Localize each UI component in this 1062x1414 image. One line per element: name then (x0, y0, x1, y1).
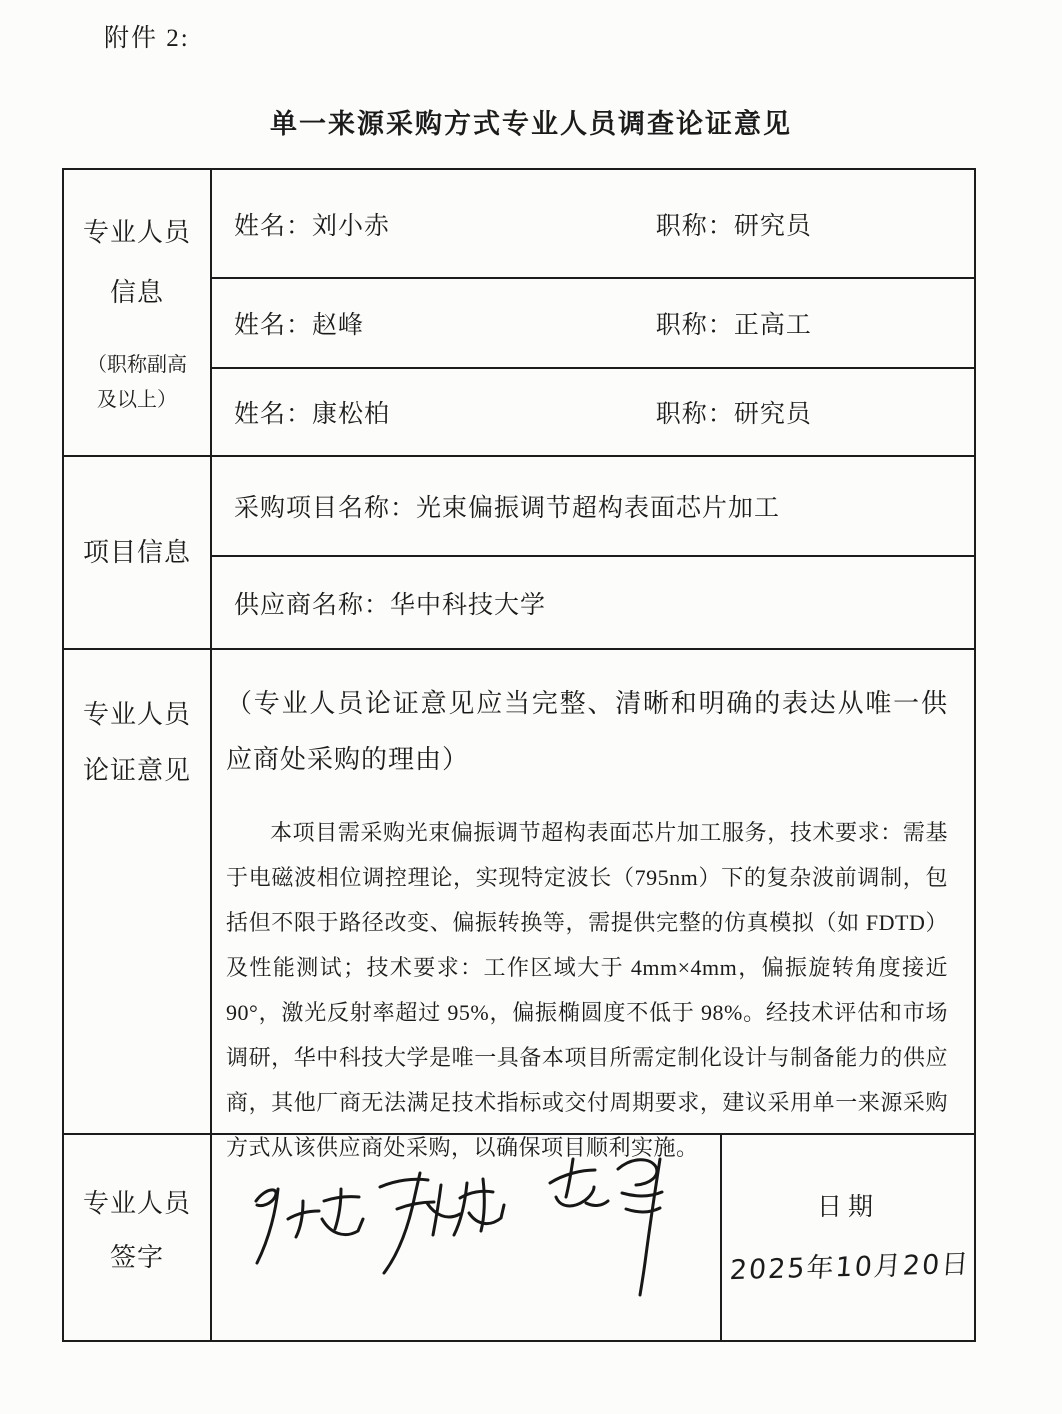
name-value: 康松柏 (312, 401, 391, 428)
signature-header-line2: 签字 (109, 1243, 164, 1272)
title-value: 研究员 (733, 401, 812, 428)
title-value: 研究员 (733, 212, 812, 240)
title-label: 职称： (655, 212, 734, 240)
form-table (62, 168, 976, 1342)
personnel-row-1 (212, 170, 974, 279)
name-value: 赵峰 (312, 312, 365, 339)
date-handwritten-value: 2025年10月20日 (728, 1248, 972, 1287)
name-label: 姓名： (234, 212, 313, 240)
title-value: 正高工 (733, 312, 812, 339)
personnel-3-name (234, 394, 656, 430)
section-personnel-info (64, 170, 974, 457)
signature-area (212, 1135, 722, 1340)
signature-kang-songbai (370, 1167, 522, 1279)
personnel-3-title (656, 394, 974, 430)
supplier-name-label: 供应商名称： (234, 591, 391, 619)
opinion-section-header (64, 650, 212, 1133)
signature-header-line1: 专业人员 (82, 1189, 191, 1218)
signature-liu-xiaochi (240, 1177, 372, 1277)
supplier-name (234, 585, 546, 621)
supplier-name-value: 华中科技大学 (390, 591, 547, 619)
opinion-header-line1: 专业人员 (82, 700, 191, 729)
date-label: 日期 (816, 1194, 879, 1221)
name-label: 姓名： (234, 401, 313, 428)
personnel-1-name (234, 206, 656, 242)
project-name-label: 采购项目名称： (234, 495, 417, 522)
personnel-2-name (234, 305, 656, 341)
project-header-label: 项目信息 (82, 537, 191, 567)
personnel-header-note (87, 348, 187, 418)
signature-section-header (64, 1135, 212, 1340)
personnel-header-line2: 信息 (109, 278, 164, 307)
date-cell (722, 1135, 974, 1340)
project-name-value: 光束偏振调节超构表面芯片加工 (416, 495, 781, 522)
section-project-info (64, 457, 974, 650)
title-label: 职称： (655, 312, 734, 339)
project-section-header (64, 457, 212, 648)
personnel-rows (212, 170, 974, 455)
project-rows (212, 457, 974, 648)
personnel-header-note-line1: （职称副高 (87, 354, 187, 376)
opinion-header-line2: 论证意见 (82, 756, 191, 785)
personnel-header-line1: 专业人员 (82, 218, 191, 247)
project-row-1 (212, 457, 974, 557)
personnel-header-note-line2: 及以上） (97, 389, 177, 411)
opinion-content (212, 650, 974, 1160)
opinion-instruction-note: （专业人员论证意见应当完整、清晰和明确的表达从唯一供应商处采购的理由） (226, 689, 948, 774)
attachment-label: 附件 2: (104, 25, 190, 52)
page-title: 单一来源采购方式专业人员调查论证意见 (270, 109, 792, 139)
personnel-row-2 (212, 279, 974, 369)
signature-zhao-feng (542, 1151, 674, 1303)
opinion-body-text: 本项目需采购光束偏振调节超构表面芯片加工服务，技术要求：需基于电磁波相位调控理论，实现特定波长（795nm）下的复杂波前调制，包括但不限于路径改变、偏振转换等，需提供完整的仿真模拟（如 FDTD）及性能测试；技术要求：工作区域大于 4mm×4mm，偏振旋转角度接近 90°，激光反射率超过 95%，偏振椭圆度不低于 98%。经技术评估和市场调研，华中科技大学是唯一具备本项目所需定制化设计与制备能力的供应商，其他厂商无法满足技术指标或交付周期要求，建议采用单一来源采购方式从该供应商处采购，以确保项目顺利实施。 (226, 820, 948, 1160)
project-name (234, 488, 780, 524)
title-label: 职称： (655, 401, 734, 428)
personnel-section-header (64, 170, 212, 455)
project-row-2 (212, 557, 974, 648)
personnel-row-3 (212, 369, 974, 455)
name-value: 刘小赤 (312, 212, 391, 240)
section-opinion (64, 650, 974, 1160)
personnel-2-title (656, 305, 974, 341)
personnel-1-title (656, 206, 974, 242)
name-label: 姓名： (234, 312, 313, 339)
section-signature (64, 1135, 974, 1340)
